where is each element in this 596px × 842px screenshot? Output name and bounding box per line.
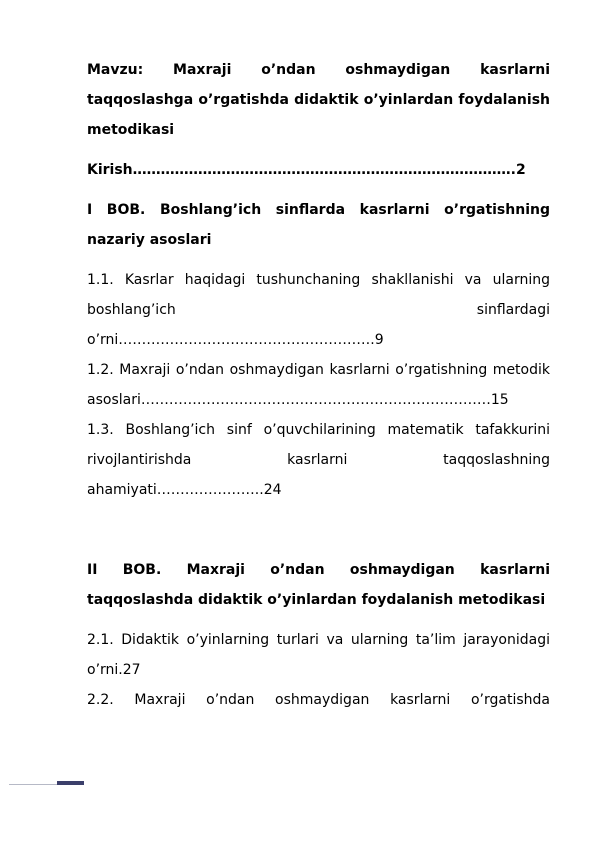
document-topic: Mavzu: Maxraji o’ndan oshmaydigan kasrlarni taqqoslashga o’rgatishda didaktik o’yinlardan foydalanish metodikasi	[87, 62, 550, 138]
chapter-1-title: I BOB. Boshlang’ich sinflarda kasrlarni o’rgatishning nazariy asoslari	[87, 202, 550, 248]
footer-accent-bar	[57, 781, 84, 785]
toc-entry-1-1: 1.1. Kasrlar haqidagi tushunchaning shakllanishi va ularning boshlang’ich sinflardagi o’rni……………………………………………….9	[87, 272, 550, 348]
toc-intro-entry: Kirish……………………………………………………………………….2	[87, 162, 526, 178]
toc-entry-2-2: 2.2. Maxraji o’ndan oshmaydigan kasrlarni o’rgatishda	[87, 692, 550, 708]
toc-entry-1-3: 1.3. Boshlang’ich sinf o’quvchilarining matematik tafakkurini rivojlantirishda kasrlarni taqqoslashning ahamiyati…………………..24	[87, 422, 550, 498]
toc-entry-2-1: 2.1. Didaktik o’yinlarning turlari va ularning ta’lim jarayonidagi o’rni.27	[87, 632, 550, 678]
document-page	[87, 55, 550, 715]
toc-entry-1-2: 1.2. Maxraji o’ndan oshmaydigan kasrlarni o’rgatishning metodik asoslari…………………………………………………………………15	[87, 362, 550, 408]
chapter-2-title: II BOB. Maxraji o’ndan oshmaydigan kasrlarni taqqoslashda didaktik o’yinlardan foydalanish metodikasi	[87, 562, 550, 608]
